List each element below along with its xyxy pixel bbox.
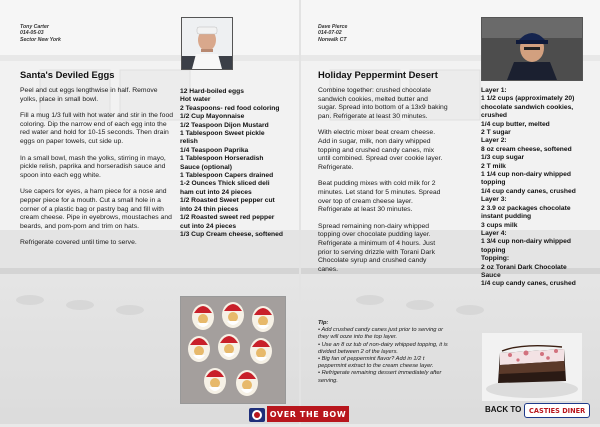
tip-item: • Add crushed candy canes just prior to serving or they will ooze into the top layer. [318,327,444,341]
tip-item: • Refrigerate remaining dessert immediately after serving. [318,370,442,384]
ingredient-item: 1/2 Roasted sweet red pepper cut into 24 pieces [180,214,275,230]
ingredient-item: 2 Teaspoons- red food coloring [180,104,280,112]
right-direction-paragraph: Beat pudding mixes with cold milk for 2 minutes. Let stand for 5 minutes. Spread over top of cream cheese layer. Refrigerate at least 30 minutes. [318,180,441,214]
right-direction-paragraph: Combine together: crushed chocolate sandwich cookies, melted butter and sugar. Spread into bottom of a 13x9 baking pan. Refrigerate at least 30 minutes. [318,87,448,120]
ingredient-item: 1 Tablespoon Capers drained [180,172,274,180]
ingredient-item: 12 Hard-boiled eggs [180,88,244,95]
right-directions [318,87,448,282]
right-ingredients [481,87,585,289]
ingredient-item: 1 1/2 cups (approximately 20) chocolate sandwich cookies, crushed [481,95,575,120]
ingredient-item: 1 Tablespoon Horseradish Sauce (optional) [180,155,264,171]
tips-label: Tip: [318,320,329,326]
ingredient-item: 1/3 Cup Cream cheese, softened [180,230,283,238]
right-direction-paragraph: Spread remaining non-dairy whipped topping over chocolate pudding layer. Refrigerate a minimum of 4 hours. Just prior to serving drizzle with Torani Dark Chocolate syrup and crushed candy canes. [318,222,436,273]
ingredient-item: 1 3/4 cup non-dairy whipped topping [481,238,571,254]
right-author-date: 014-07-02 [318,30,342,37]
ingredient-item: 3 cups milk [481,221,518,229]
tip-item: • Big fan of peppermint flavor? Add in 1/2 t peppermint extract to the cream cheese layer. [318,356,434,370]
left-direction-paragraph: Refrigerate covered until time to serve. [20,239,137,247]
tip-item: • Use an 8 oz tub of non-dairy whipped topping, it is divided between 2 of the layers. [318,341,448,355]
ingredient-item: 1/2 Roasted Sweet pepper cut into 24 thin pieces [180,197,275,213]
ingredient-item: 2 3.9 oz packages chocolate instant pudding [481,204,571,221]
back-to-label: BACK TO [485,405,522,414]
ingredient-item: 1/4 cup candy canes, crushed [481,187,576,195]
left-direction-paragraph: In a small bowl, mash the yolks, stirring in mayo, pickle relish, paprika and horseradish sauce and spoon into each egg white. [20,154,166,179]
ingredient-item: 1/4 cup butter, melted [481,120,550,128]
ingredient-item: 1 Tablespoon Sweet pickle relish [180,130,265,146]
ingredient-item: 1/4 cup candy canes, crushed [481,280,576,288]
ingredient-item: 1/3 cup sugar [481,154,525,162]
ingredient-item: 1/2 Cup Mayonnaise [180,113,245,121]
left-author-name: Tony Carter [20,24,49,30]
over-the-bow-banner: OVER THE BOW [267,406,349,422]
left-direction-paragraph: Peel and cut eggs lengthwise in half. Remove yolks, place in small bowl. [20,87,158,103]
ingredient-item: 1-2 Ounces Thick sliced deli ham cut into 24 pieces [180,180,270,196]
ingredient-item: 1 1/4 cup non-dairy whipped topping [481,171,571,187]
left-chef-photo [181,17,233,70]
ingredient-item: 1/4 Teaspoon Paprika [180,146,249,154]
ingredient-item: Topping: [481,255,510,263]
ingredient-item: Layer 4: [481,229,507,237]
left-direction-paragraph: Fill a mug 1/3 full with hot water and stir in the food coloring. Dip the narrow end of each egg into the red water and hold for 10-15 seconds. Then drain eggs on paper towels, cut side up. [20,112,174,145]
ingredient-item: Layer 3: [481,196,507,204]
left-author-block [20,24,61,43]
left-ingredients [180,88,284,239]
right-recipe-title: Holiday Peppermint Desert [318,69,438,80]
ingredient-item: Hot water [180,96,211,104]
right-author-name: Dave Pierce [318,24,348,30]
casties-diner-logo [524,403,590,418]
left-author-location: Sector New York [20,36,61,43]
ingredient-item: 2 T milk [481,162,506,170]
left-directions [20,87,173,256]
right-tips [318,320,450,385]
right-chef-photo [481,17,583,81]
right-author-block [318,24,347,43]
ingredient-item: 8 oz cream cheese, softened [481,145,572,153]
right-direction-paragraph: With electric mixer beat cream cheese. Add in sugar, milk, non dairy whipped topping and crushed candy canes, mix until combined. Spread over cookie layer. Refrigerate. [318,129,443,171]
peppermint-dessert-photo [482,333,582,401]
deviled-eggs-photo [180,296,286,404]
ingredient-item: Layer 2: [481,137,507,145]
club-logo-icon [249,408,265,422]
ingredient-item: 2 oz Torani Dark Chocolate Sauce [481,263,567,279]
left-direction-paragraph: Use capers for eyes, a ham piece for a nose and pepper piece for a mouth. Cut a small hole in a corner of a plastic bag or pastry bag and fill with cream cheese. Pipe in eyebrows, moustaches and beards, and pom-pom and trim on hats. [20,188,172,230]
left-author-date: 014-05-03 [20,30,44,37]
ingredient-item: 1/2 Teaspoon Dijon Mustard [180,121,269,129]
ingredient-item: 2 T sugar [481,129,511,137]
left-recipe-title: Santa's Deviled Eggs [20,69,115,80]
right-author-location: Norwalk CT [318,36,347,43]
casties-diner-logo-text: CASTIES DINER [529,406,586,415]
ingredient-item: Layer 1: [481,87,507,94]
